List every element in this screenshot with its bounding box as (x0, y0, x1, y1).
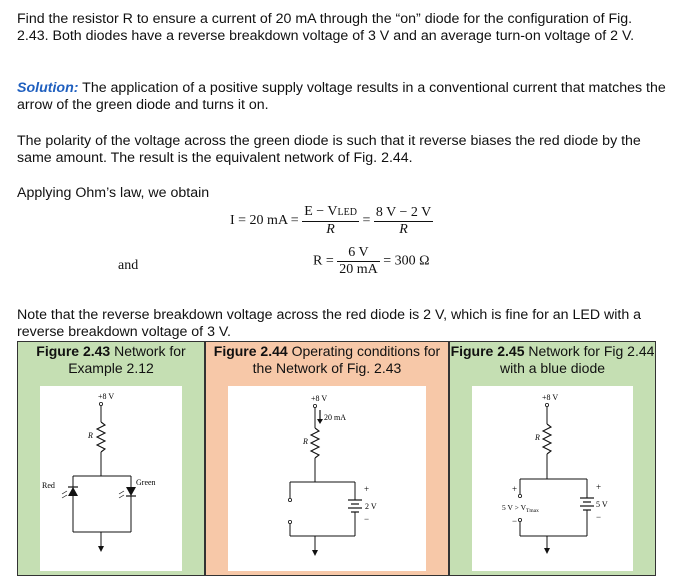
eq1-num2: 8 V − 2 V (375, 204, 432, 220)
plus2-label-45: + (596, 482, 602, 492)
eq1-num1: E − V (304, 204, 338, 219)
figure-2-43-label: Figure 2.43 (36, 343, 111, 359)
equation-resistance (313, 245, 430, 278)
circuit-2-43 (40, 386, 184, 573)
supply-label-45: +8 V (542, 393, 559, 402)
resistor-label: R (88, 431, 93, 440)
solution-label: Solution: (17, 80, 79, 96)
figure-2-43-caption (18, 343, 204, 377)
solution-paragraph (17, 80, 667, 114)
eq1-den1: R (326, 222, 335, 237)
condition-label-45: 5 $V > V_{Tmax}$ (502, 503, 539, 514)
red-label: Red (42, 481, 55, 490)
eq2-den: 20 mA (339, 262, 378, 277)
figure-2-44-schematic (228, 386, 426, 571)
resistor-icon-45 (543, 424, 551, 454)
eq1-fraction-2 (374, 205, 433, 238)
current-label: 20 mA (324, 413, 346, 422)
resistor-icon-44 (311, 428, 319, 458)
figure-2-45-caption-text: Network for Fig 2.44 with a blue diode (499, 343, 655, 376)
eq2-lhs: R = (313, 253, 334, 269)
eq2-fraction (337, 245, 380, 278)
solution-text: The application of a positive supply voltage results in a conventional current that matches the arrow of the green diode and turns it on. (17, 80, 666, 113)
figure-2-44-panel (205, 341, 449, 576)
figure-2-45-schematic (472, 386, 633, 571)
eq1-num1-sub: LED (337, 207, 357, 218)
circuit-2-45 (472, 386, 635, 573)
minus-label-44: − (364, 514, 370, 524)
polarity-paragraph: The polarity of the voltage across the green diode is such that it reverse biases the red diode by the same amount. The result is the equivalent network of Fig. 2.44. (17, 133, 641, 166)
problem-statement: Find the resistor R to ensure a current of 20 mA through the “on” diode for the configuration of Fig. 2.43. Both diodes have a reverse breakdown voltage of 3 V and an average turn-on voltage of 2 V. (17, 11, 635, 44)
supply-label-44: +8 V (311, 394, 328, 403)
figure-2-45-label: Figure 2.45 (450, 343, 525, 359)
figure-2-43-schematic (40, 386, 182, 571)
circuit-2-44 (228, 386, 428, 573)
resistor-label-44: R (303, 437, 308, 446)
figure-2-45-caption (450, 343, 655, 377)
green-led-icon (126, 487, 136, 496)
red-led-icon (68, 487, 78, 496)
voltage-label-44: 2 V (365, 502, 377, 511)
open-terminal-bottom (288, 520, 291, 523)
note-paragraph: Note that the reverse breakdown voltage across the red diode is 2 V, which is fine for an LED with a reverse breakdown voltage of 3 V. (17, 307, 642, 340)
ground-icon-45 (544, 548, 550, 554)
open-terminal-top-45 (518, 494, 521, 497)
eq1-equals: = (362, 213, 371, 229)
resistor-label-45: R (535, 433, 540, 442)
figure-2-44-caption (206, 343, 448, 377)
eq1-fraction-1 (302, 204, 359, 238)
equation-current (230, 204, 433, 238)
eq1-lhs: I = 20 mA = (230, 213, 299, 229)
eq2-num: 6 V (337, 245, 380, 262)
figure-2-43-panel (17, 341, 205, 576)
ground-icon (98, 546, 104, 552)
supply-label: +8 V (98, 392, 115, 401)
voltage-label-45: 5 V (596, 500, 608, 509)
figure-2-45-panel (449, 341, 656, 576)
open-terminal-top (288, 498, 291, 501)
open-terminal-bottom-45 (518, 518, 521, 521)
ground-icon-44 (312, 550, 318, 556)
plus-label-45: + (512, 484, 518, 494)
figure-2-43-caption-text: Network for Example 2.12 (68, 343, 186, 376)
figure-2-44-label: Figure 2.44 (213, 343, 288, 359)
eq2-rhs: = 300 Ω (383, 253, 430, 269)
green-label: Green (136, 478, 156, 487)
eq2-and: and (118, 258, 139, 273)
minus-label-45: − (512, 516, 518, 526)
figure-2-44-caption-text: Operating conditions for the Network of Fig. 2.43 (252, 343, 441, 376)
resistor-icon (97, 422, 105, 452)
ohm-law-intro: Applying Ohm’s law, we obtain (17, 185, 210, 201)
current-arrow-icon (317, 419, 323, 424)
minus2-label-45: − (596, 512, 602, 522)
eq1-den2: R (399, 221, 408, 237)
plus-label-44: + (364, 484, 370, 494)
